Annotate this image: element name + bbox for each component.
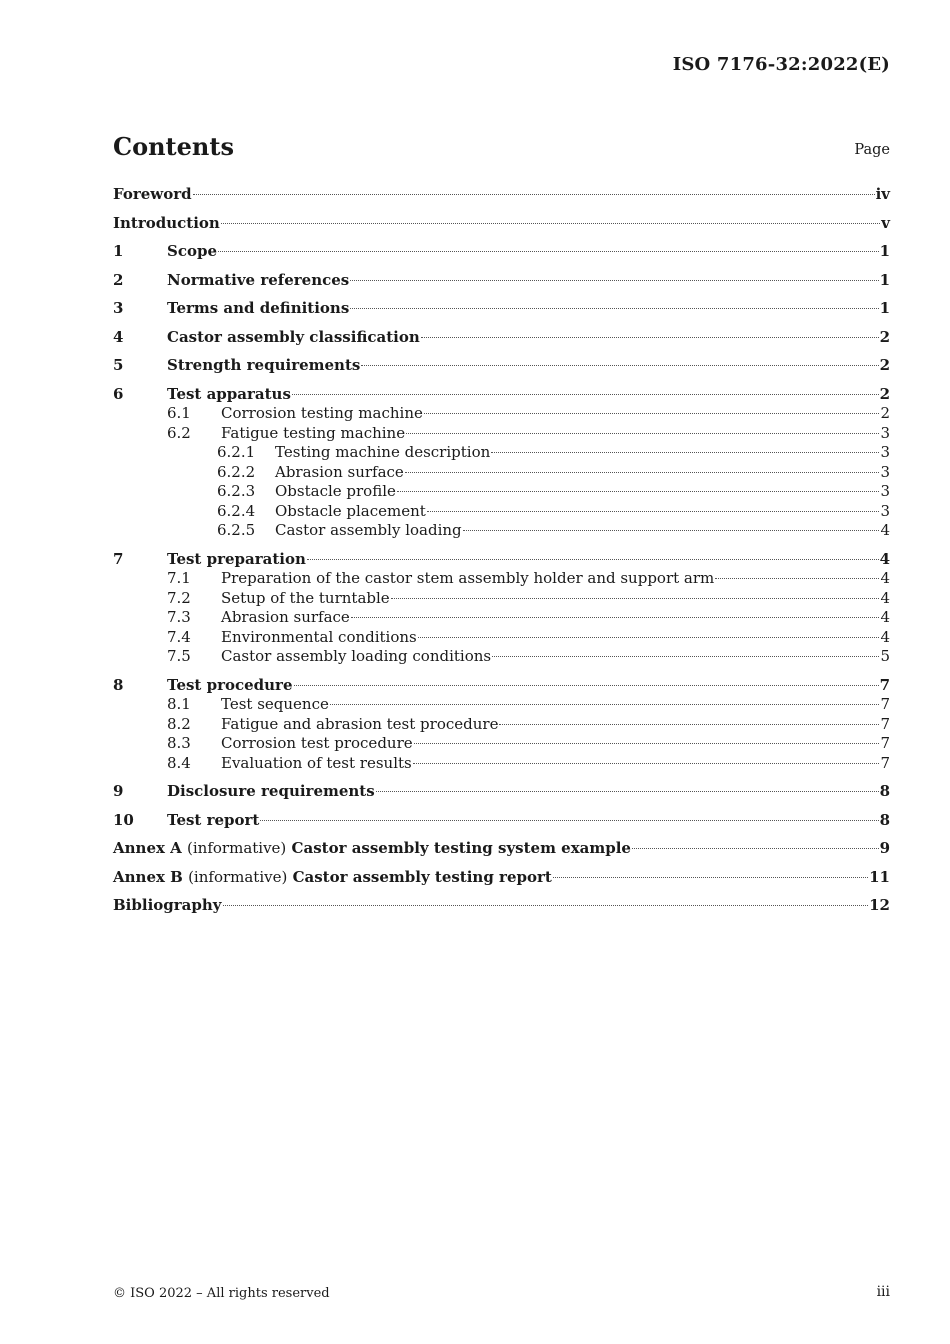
toc-entry[interactable] <box>113 443 890 463</box>
toc-entry[interactable] <box>113 782 890 802</box>
page-column-label: Page <box>854 142 890 158</box>
toc-entry-title <box>113 839 631 859</box>
dot-leader <box>397 491 880 492</box>
annex-type: (informative) <box>188 867 288 886</box>
toc-entry-page: 9 <box>879 839 890 857</box>
dot-leader <box>330 704 880 705</box>
toc-entry-title: Corrosion test procedure <box>221 734 413 752</box>
toc-entry-page: 4 <box>880 588 890 607</box>
toc-entry-number: 6.1 <box>167 404 191 422</box>
toc-entry-title: Obstacle profile <box>275 482 396 500</box>
dot-leader <box>218 251 879 252</box>
toc-entry-title: Testing machine description <box>275 443 491 461</box>
dot-leader <box>351 617 880 618</box>
toc-entry-number: 7 <box>113 549 124 568</box>
annex-label: Annex B <box>113 867 183 886</box>
toc-entry-page: iv <box>875 185 890 203</box>
toc-entry-title: Castor assembly loading conditions <box>221 647 492 665</box>
dot-leader <box>221 223 880 224</box>
dot-leader <box>193 194 875 195</box>
toc-entry-page: v <box>881 213 890 232</box>
toc-entry-number: 7.2 <box>167 588 191 607</box>
contents-title: Contents <box>113 132 234 161</box>
toc-entry[interactable] <box>113 811 890 831</box>
annex-label: Annex A <box>113 839 182 857</box>
dot-leader <box>491 452 879 453</box>
toc-entry-number: 1 <box>113 242 124 260</box>
toc-entry-title: Castor assembly classification <box>167 327 420 346</box>
toc-entry-page: 1 <box>879 270 890 289</box>
copyright-notice: © ISO 2022 – All rights reserved <box>113 1286 330 1301</box>
toc-entry[interactable] <box>113 734 890 754</box>
dot-leader <box>421 337 879 338</box>
toc-entry-page: 4 <box>879 549 890 568</box>
toc-entry-page: 4 <box>880 627 890 646</box>
toc-entry[interactable] <box>113 647 890 667</box>
dot-leader <box>307 559 879 560</box>
toc-entry-number: 2 <box>113 270 124 289</box>
toc-entry-title: Introduction <box>113 213 220 232</box>
toc-entry-number: 6.2.3 <box>217 482 256 500</box>
toc-entry-title: Fatigue and abrasion test procedure <box>221 714 499 733</box>
toc-entry[interactable] <box>113 185 890 205</box>
toc-entry-title: Setup of the turntable <box>221 588 390 607</box>
toc-entry[interactable] <box>113 242 890 262</box>
annex-type: (informative) <box>187 839 287 857</box>
toc-entry[interactable] <box>113 271 890 291</box>
toc-entry-title: Castor assembly loading <box>275 521 462 539</box>
toc-entry[interactable] <box>113 569 890 589</box>
toc-entry-page: 4 <box>880 608 890 626</box>
toc-entry-page: 2 <box>879 384 890 403</box>
toc-entry-number: 6.2 <box>167 423 191 442</box>
toc-entry[interactable] <box>113 356 890 376</box>
toc-entry-number: 8.1 <box>167 695 191 713</box>
toc-entry-page: 1 <box>879 299 890 317</box>
dot-leader <box>350 280 878 281</box>
toc-entry-number: 8 <box>113 675 124 694</box>
toc-entry-number: 7.3 <box>167 608 191 626</box>
toc-entry-number: 6.2.1 <box>217 443 256 461</box>
toc-entry-title: Evaluation of test results <box>221 753 412 772</box>
toc-entry-title: Preparation of the castor stem assembly holder and support arm <box>221 569 715 587</box>
toc-entry-page: 4 <box>880 521 890 539</box>
toc-entry[interactable] <box>113 424 890 444</box>
toc-entry-number: 8.4 <box>167 753 191 772</box>
toc-entry-title <box>113 868 552 888</box>
toc-entry-title: Abrasion surface <box>221 608 350 626</box>
dot-leader <box>406 433 879 434</box>
toc-entry-page: 2 <box>879 356 890 374</box>
toc-entry-title: Obstacle placement <box>275 501 426 520</box>
toc-entry[interactable] <box>113 385 890 405</box>
toc-entry-page: 7 <box>879 675 890 694</box>
toc-entry[interactable] <box>113 676 890 696</box>
page-number: iii <box>876 1284 890 1300</box>
toc-entry[interactable] <box>113 463 890 483</box>
toc-entry-title: Test preparation <box>167 549 306 568</box>
toc-entry[interactable] <box>113 550 890 570</box>
toc-entry-page: 8 <box>879 782 890 800</box>
toc-entry-page: 7 <box>880 734 890 752</box>
toc-entry-number: 6 <box>113 384 124 403</box>
toc-entry-number: 6.2.5 <box>217 521 256 539</box>
toc-entry[interactable] <box>113 754 890 774</box>
toc-entry-number: 7.5 <box>167 647 191 665</box>
toc-entry-title: Normative references <box>167 270 350 289</box>
toc-entry-number: 7.1 <box>167 569 191 587</box>
toc-entry[interactable] <box>113 404 890 424</box>
toc-entry[interactable] <box>113 715 890 735</box>
dot-leader <box>424 413 880 414</box>
dot-leader <box>294 685 879 686</box>
toc-entry-number: 8.3 <box>167 734 191 752</box>
dot-leader <box>376 791 879 792</box>
document-id: ISO 7176-32:2022(E) <box>672 54 890 75</box>
dot-leader <box>413 763 880 764</box>
toc-entry-title: Corrosion testing machine <box>221 404 423 422</box>
toc-entry-title: Fatigue testing machine <box>221 423 406 442</box>
toc-entry[interactable] <box>113 482 890 502</box>
toc-entry-page: 2 <box>880 404 890 422</box>
toc-entry-title: Test apparatus <box>167 384 291 403</box>
toc-entry-title: Environmental conditions <box>221 627 417 646</box>
toc-entry-title: Abrasion surface <box>275 462 404 481</box>
toc-entry[interactable] <box>113 502 890 522</box>
dot-leader <box>418 637 880 638</box>
dot-leader <box>350 308 878 309</box>
dot-leader <box>715 578 879 579</box>
dot-leader <box>292 394 879 395</box>
toc-entry-number: 6.2.2 <box>217 462 256 481</box>
dot-leader <box>414 743 880 744</box>
toc-entry-number: 5 <box>113 356 124 374</box>
toc-entry-number: 4 <box>113 327 124 346</box>
toc-entry-page: 3 <box>880 462 890 481</box>
toc-entry-title: Disclosure requirements <box>167 782 375 800</box>
dot-leader <box>427 511 880 512</box>
toc-entry-page: 7 <box>880 695 890 713</box>
toc-entry-page: 3 <box>880 443 890 461</box>
toc-entry-page: 7 <box>880 753 890 772</box>
toc-entry-page: 2 <box>879 327 890 346</box>
toc-entry[interactable] <box>113 896 890 916</box>
dot-leader <box>260 820 878 821</box>
toc-entry-page: 4 <box>880 569 890 587</box>
annex-title: Castor assembly testing system example <box>291 839 631 857</box>
toc-entry-title: Test sequence <box>221 695 329 713</box>
toc-entry-page: 3 <box>880 423 890 442</box>
toc-entry-number: 9 <box>113 782 124 800</box>
toc-entry-page: 11 <box>869 867 890 886</box>
dot-leader <box>361 365 878 366</box>
toc-entry-title: Scope <box>167 242 218 260</box>
toc-entry-page: 7 <box>880 714 890 733</box>
toc-entry-title: Terms and definitions <box>167 299 350 317</box>
annex-title: Castor assembly testing report <box>292 867 552 886</box>
dot-leader <box>391 598 880 599</box>
toc-entry-title: Bibliography <box>113 896 222 914</box>
toc-entry-title: Foreword <box>113 185 192 203</box>
toc-entry-page: 3 <box>880 482 890 500</box>
table-of-contents <box>113 185 890 916</box>
toc-entry-number: 6.2.4 <box>217 501 256 520</box>
dot-leader <box>405 472 880 473</box>
toc-entry-page: 5 <box>880 647 890 665</box>
toc-entry-number: 7.4 <box>167 627 191 646</box>
toc-entry[interactable] <box>113 839 890 859</box>
toc-entry-page: 12 <box>869 896 890 914</box>
toc-entry-number: 10 <box>113 810 134 829</box>
toc-entry-title: Strength requirements <box>167 356 361 374</box>
toc-entry[interactable] <box>113 628 890 648</box>
toc-entry[interactable] <box>113 521 890 541</box>
toc-entry[interactable] <box>113 868 890 888</box>
toc-entry-page: 1 <box>879 242 890 260</box>
toc-entry-number: 8.2 <box>167 714 191 733</box>
dot-leader <box>223 905 869 906</box>
toc-entry[interactable] <box>113 589 890 609</box>
toc-entry-title: Test procedure <box>167 675 293 694</box>
toc-entry[interactable] <box>113 214 890 234</box>
dot-leader <box>553 877 868 878</box>
toc-entry-number: 3 <box>113 299 124 317</box>
dot-leader <box>499 724 879 725</box>
dot-leader <box>632 848 879 849</box>
toc-entry[interactable] <box>113 328 890 348</box>
toc-entry-page: 3 <box>880 501 890 520</box>
dot-leader <box>492 656 879 657</box>
toc-entry[interactable] <box>113 299 890 319</box>
toc-entry[interactable] <box>113 695 890 715</box>
toc-entry[interactable] <box>113 608 890 628</box>
dot-leader <box>463 530 880 531</box>
toc-entry-title: Test report <box>167 810 260 829</box>
toc-entry-page: 8 <box>879 810 890 829</box>
